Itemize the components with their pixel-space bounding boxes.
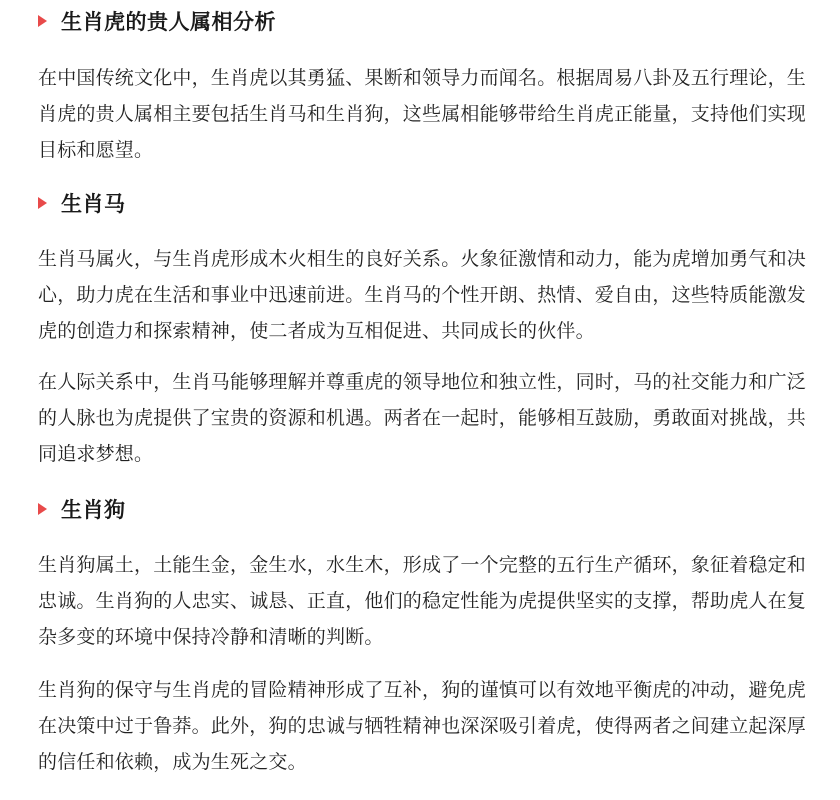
heading-intro-text: 生肖虎的贵人属相分析 bbox=[61, 10, 276, 34]
section-heading-intro bbox=[38, 4, 276, 38]
heading-horse-text: 生肖马 bbox=[61, 192, 126, 216]
triangle-marker-icon bbox=[38, 503, 47, 515]
intro-paragraph: 在中国传统文化中，生肖虎以其勇猛、果断和领导力而闻名。根据周易八卦及五行理论，生肖虎的贵人属相主要包括生肖马和生肖狗，这些属相能够带给生肖虎正能量，支持他们实现目标和愿望。 bbox=[38, 67, 807, 161]
triangle-marker-icon bbox=[38, 15, 47, 27]
horse-paragraph-2: 在人际关系中，生肖马能够理解并尊重虎的领导地位和独立性，同时，马的社交能力和广泛的人脉也为虎提供了宝贵的资源和机遇。两者在一起时，能够相互鼓励，勇敢面对挑战，共同追求梦想。 bbox=[38, 371, 807, 465]
horse-paragraph-1: 生肖马属火，与生肖虎形成木火相生的良好关系。火象征激情和动力，能为虎增加勇气和决心，助力虎在生活和事业中迅速前进。生肖马的个性开朗、热情、爱自由，这些特质能激发虎的创造力和探索精神，使二者成为互相促进、共同成长的伙伴。 bbox=[38, 248, 807, 342]
dog-paragraph-2: 生肖狗的保守与生肖虎的冒险精神形成了互补，狗的谨慎可以有效地平衡虎的冲动，避免虎在决策中过于鲁莽。此外，狗的忠诚与牺牲精神也深深吸引着虎，使得两者之间建立起深厚的信任和依赖，成为生死之交。 bbox=[38, 679, 807, 773]
triangle-marker-icon bbox=[38, 197, 47, 209]
section-heading-dog bbox=[38, 492, 126, 526]
section-heading-horse bbox=[38, 186, 126, 220]
dog-paragraph-1: 生肖狗属土，土能生金，金生水，水生木，形成了一个完整的五行生产循环，象征着稳定和忠诚。生肖狗的人忠实、诚恳、正直，他们的稳定性能为虎提供坚实的支撑，帮助虎人在复杂多变的环境中保持冷静和清晰的判断。 bbox=[38, 554, 807, 648]
heading-dog-text: 生肖狗 bbox=[61, 498, 126, 522]
